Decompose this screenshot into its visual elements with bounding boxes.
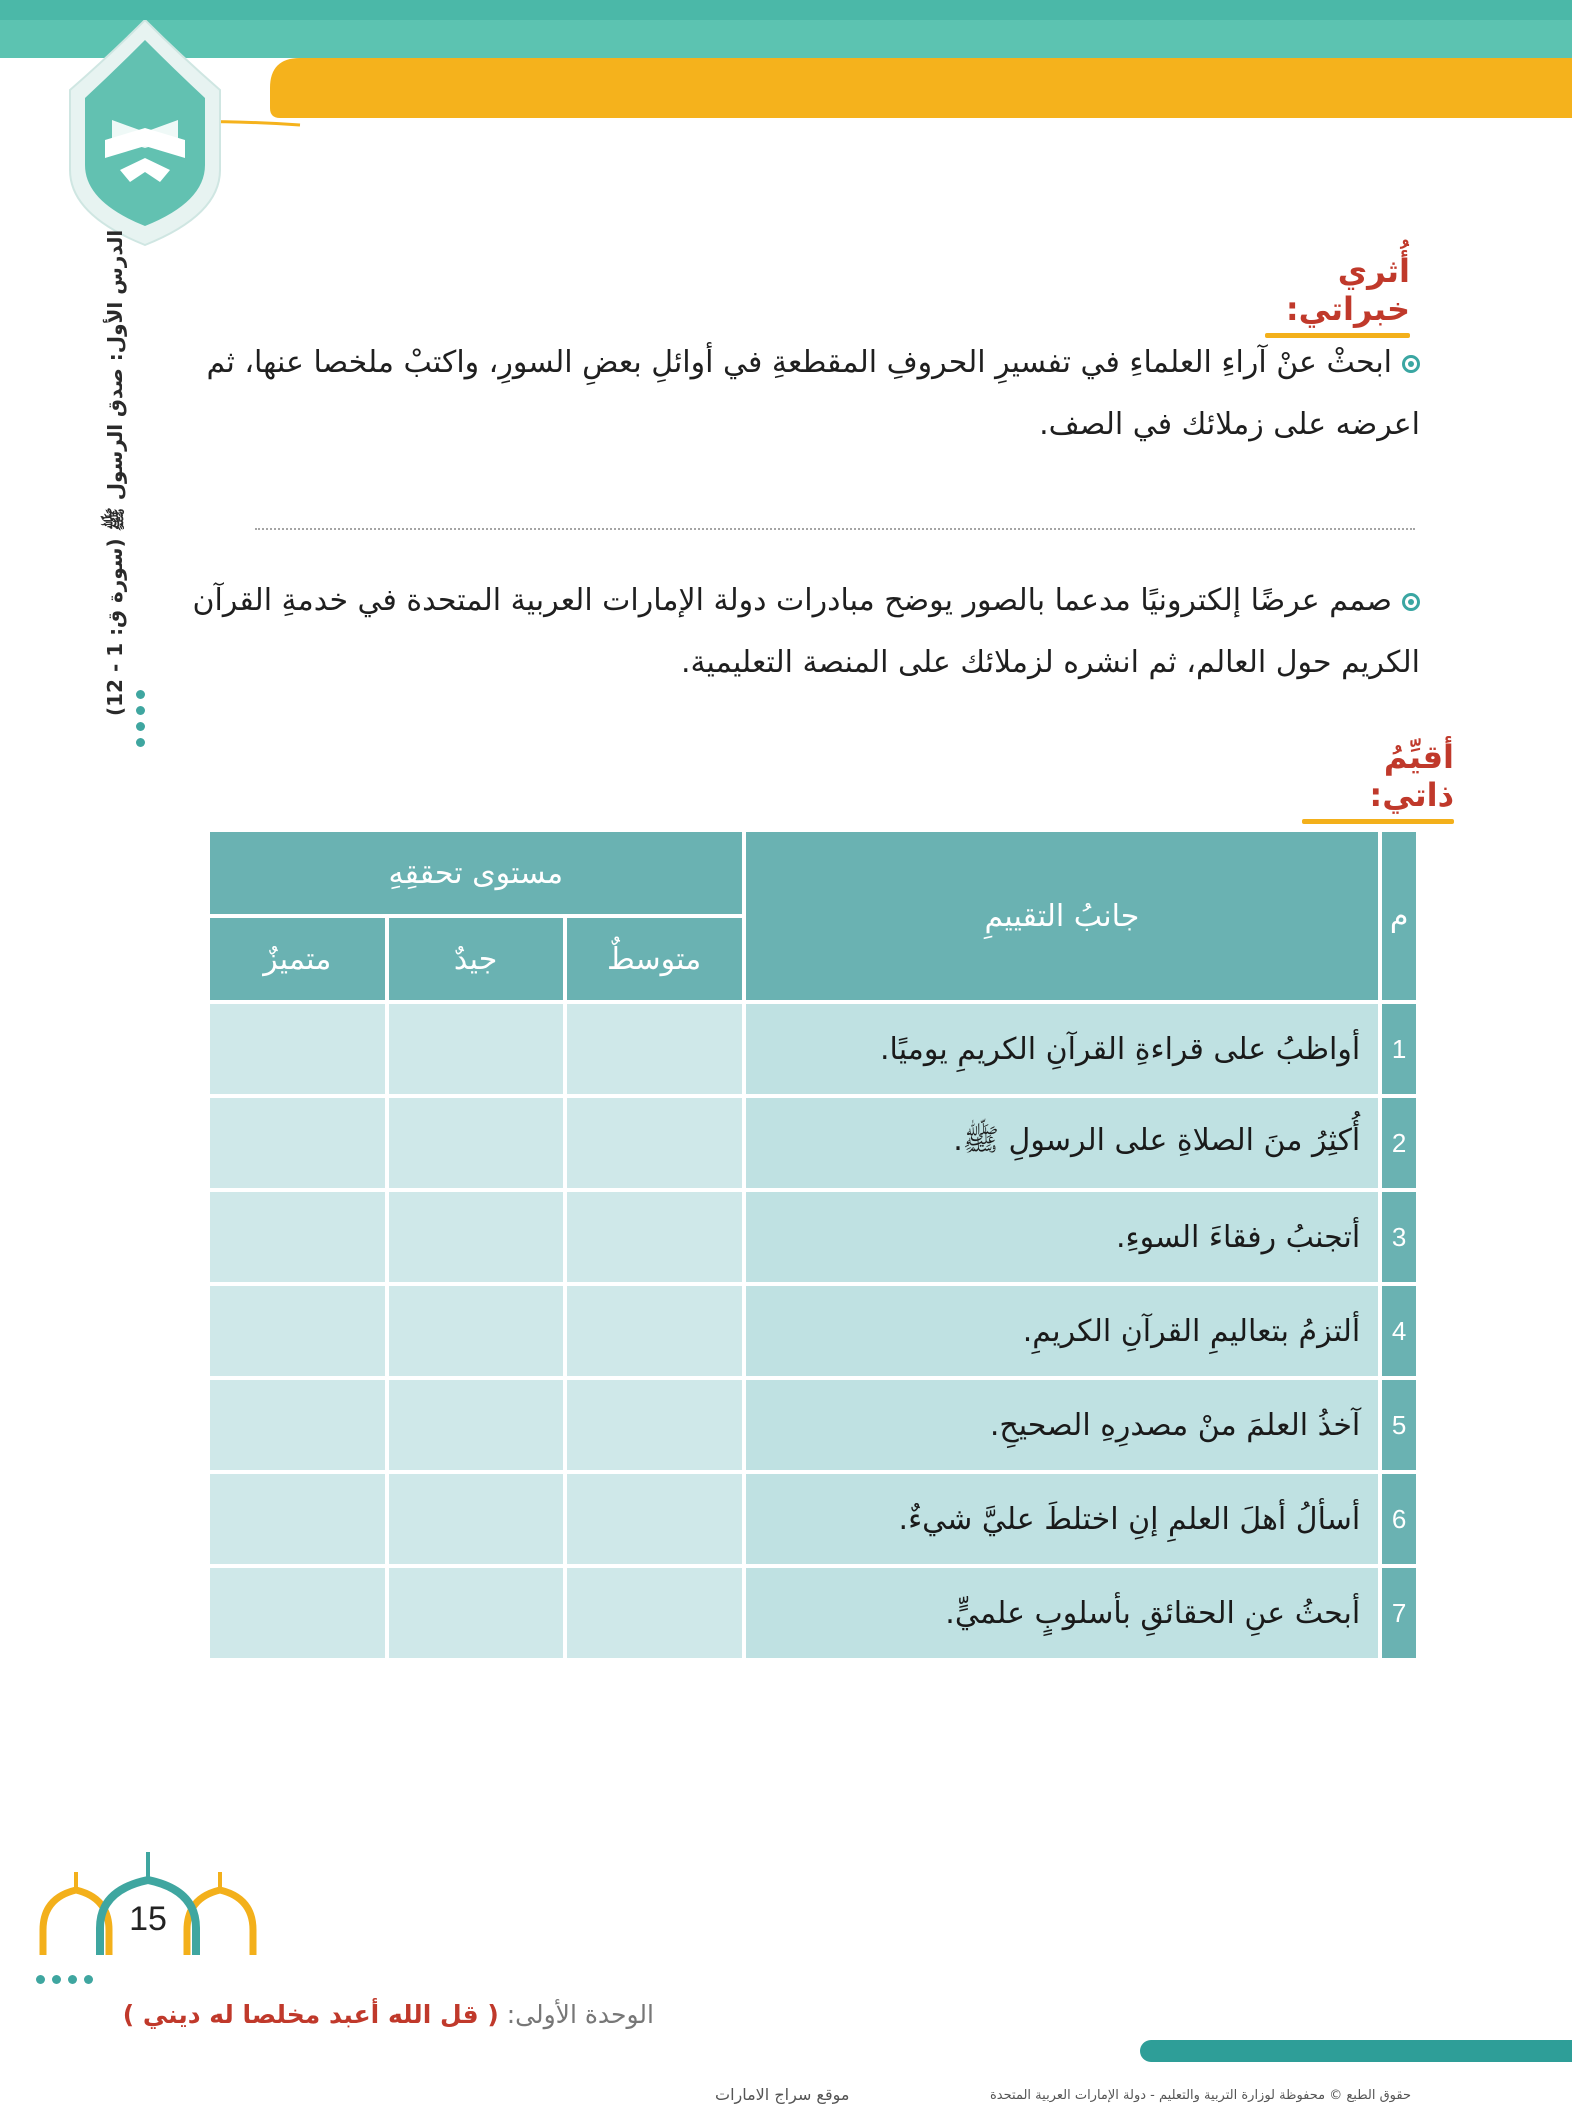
assess-heading <box>1302 738 1454 824</box>
bullet-icon <box>1402 355 1420 373</box>
rate-cell-average[interactable] <box>565 1284 744 1378</box>
col-level-header: مستوى تحققِهِ <box>208 830 744 916</box>
level-good-header: جيدٌ <box>387 916 565 1002</box>
rate-cell-excellent[interactable] <box>208 1096 387 1190</box>
rate-cell-good[interactable] <box>387 1378 565 1472</box>
rate-cell-good[interactable] <box>387 1190 565 1284</box>
rate-cell-average[interactable] <box>565 1190 744 1284</box>
level-excellent-header: متميزٌ <box>208 916 387 1002</box>
row-number: 6 <box>1380 1472 1418 1566</box>
rate-cell-average[interactable] <box>565 1472 744 1566</box>
rate-cell-excellent[interactable] <box>208 1472 387 1566</box>
table-row <box>208 1566 1418 1660</box>
rate-cell-good[interactable] <box>387 1284 565 1378</box>
enrich-heading <box>1265 252 1410 338</box>
self-assessment-table <box>208 830 1418 1660</box>
table-row <box>208 1096 1418 1190</box>
rate-cell-good[interactable] <box>387 1566 565 1660</box>
footer-dots <box>36 1975 93 1984</box>
row-number: 1 <box>1380 1002 1418 1096</box>
footer-site-name: موقع سراج الامارات <box>715 2085 850 2104</box>
rate-cell-good[interactable] <box>387 1096 565 1190</box>
row-aspect: أتجنبُ رفقاءَ السوءِ. <box>744 1190 1381 1284</box>
rate-cell-excellent[interactable] <box>208 1190 387 1284</box>
row-number: 7 <box>1380 1566 1418 1660</box>
rate-cell-excellent[interactable] <box>208 1002 387 1096</box>
rate-cell-excellent[interactable] <box>208 1566 387 1660</box>
row-aspect: أواظبُ على قراءةِ القرآنِ الكريمِ يوميًا. <box>744 1002 1381 1096</box>
enrich-item-1-text: ابحثْ عنْ آراءِ العلماءِ في تفسيرِ الحروفِ المقطعةِ في أوائلِ بعضِ السورِ، واكتبْ ملخصا عنها، ثم اعرضه على زملائك في الصف. <box>206 345 1420 442</box>
enrich-item-2 <box>175 570 1420 694</box>
rate-cell-good[interactable] <box>387 1002 565 1096</box>
rate-cell-average[interactable] <box>565 1002 744 1096</box>
unit-title <box>123 2000 654 2029</box>
row-number: 4 <box>1380 1284 1418 1378</box>
unit-label: الوحدة الأولى: <box>506 2000 654 2029</box>
enrich-item-2-text: صمم عرضًا إلكترونيًا مدعما بالصور يوضح مبادرات دولة الإمارات العربية المتحدة في خدمةِ القرآن الكريم حول العالم، ثم انشره لزملائك على المنصة التعليمية. <box>192 583 1420 680</box>
side-dots <box>136 690 145 747</box>
dotted-divider <box>255 528 1415 530</box>
row-aspect: آخذُ العلمَ منْ مصدرِهِ الصحيحِ. <box>744 1378 1381 1472</box>
table-row <box>208 1378 1418 1472</box>
footer-bar <box>1140 2040 1572 2062</box>
table-row <box>208 1002 1418 1096</box>
rate-cell-excellent[interactable] <box>208 1378 387 1472</box>
rate-cell-good[interactable] <box>387 1472 565 1566</box>
rate-cell-average[interactable] <box>565 1378 744 1472</box>
page-number: 15 <box>129 1900 167 1938</box>
rate-cell-average[interactable] <box>565 1096 744 1190</box>
level-average-header: متوسطٌ <box>565 916 744 1002</box>
table-row <box>208 1284 1418 1378</box>
enrich-heading-text: أُثري خبراتي: <box>1285 252 1410 328</box>
assess-heading-text: أقيِّمُ ذاتي: <box>1369 738 1454 814</box>
bullet-icon <box>1402 593 1420 611</box>
rate-cell-excellent[interactable] <box>208 1284 387 1378</box>
row-aspect: أسألُ أهلَ العلمِ إنِ اختلطَ عليَّ شيءٌ. <box>744 1472 1381 1566</box>
rate-cell-average[interactable] <box>565 1566 744 1660</box>
footer-copyright: حقوق الطبع © محفوظة لوزارة التربية والتعليم - دولة الإمارات العربية المتحدة <box>990 2088 1412 2103</box>
row-number: 5 <box>1380 1378 1418 1472</box>
row-number: 2 <box>1380 1096 1418 1190</box>
quran-emblem-icon <box>50 20 240 250</box>
table-row <box>208 1472 1418 1566</box>
side-running-title: الدرس الأول: صدق الرسول ﷺ (سورة ق: 1 - 12) <box>103 230 127 717</box>
col-num-header: م <box>1380 830 1418 1002</box>
unit-verse: ( قل الله أعبد مخلصا له ديني ) <box>122 2000 499 2029</box>
table-row <box>208 1190 1418 1284</box>
row-number: 3 <box>1380 1190 1418 1284</box>
col-aspect-header: جانبُ التقييمِ <box>744 830 1381 1002</box>
row-aspect: أبحثُ عنِ الحقائقِ بأسلوبٍ علميٍّ. <box>744 1566 1381 1660</box>
enrich-item-1 <box>175 332 1420 456</box>
row-aspect: أُكثِرُ منَ الصلاةِ على الرسولِ ﷺ. <box>744 1096 1381 1190</box>
row-aspect: ألتزمُ بتعاليمِ القرآنِ الكريمِ. <box>744 1284 1381 1378</box>
